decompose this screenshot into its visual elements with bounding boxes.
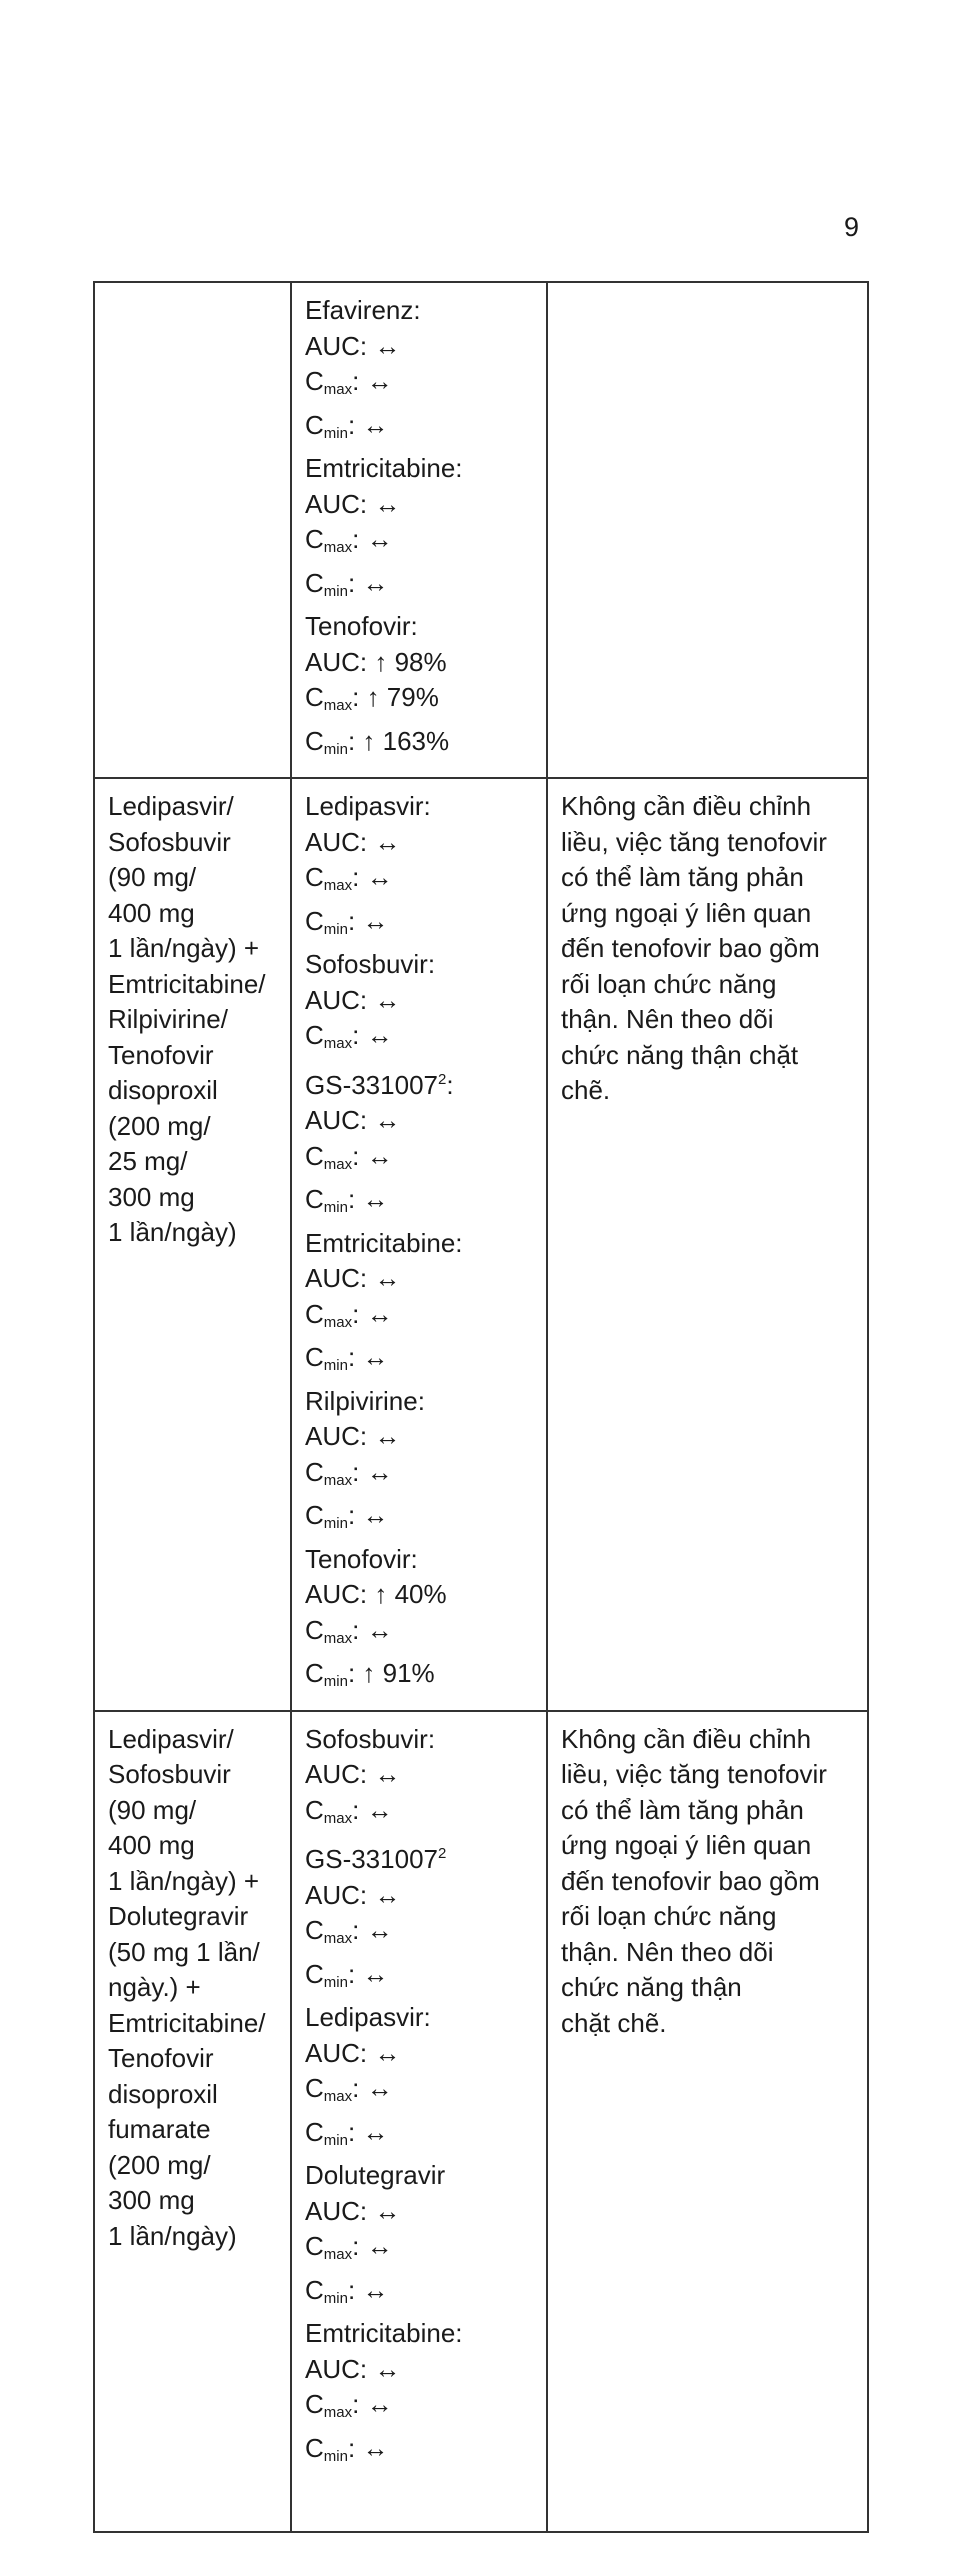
c-label: C bbox=[305, 1958, 324, 1989]
colon: : bbox=[347, 409, 363, 440]
drug-line: Sofosbuvir bbox=[108, 1759, 231, 1789]
drug-line: disoproxil bbox=[108, 2078, 218, 2109]
cmin-value: ↔ bbox=[362, 409, 389, 440]
colon: : bbox=[352, 2073, 367, 2103]
drug-line: Tenofovir bbox=[108, 1039, 214, 1070]
cmin-value: ↔ bbox=[362, 2432, 389, 2463]
colon: : bbox=[352, 682, 367, 712]
c-label: C bbox=[305, 2231, 324, 2261]
effect-line bbox=[305, 724, 536, 768]
cmax-subscript: max bbox=[323, 1809, 353, 1827]
auc-label: AUC: bbox=[305, 2353, 375, 2384]
c-label: C bbox=[305, 1342, 324, 1372]
c-label: C bbox=[305, 1184, 324, 1214]
cmin-value: ↔ bbox=[362, 1184, 389, 1214]
colon: : bbox=[347, 2432, 363, 2463]
effect-line bbox=[305, 825, 536, 861]
table-row bbox=[94, 1711, 868, 2532]
auc-label: AUC: bbox=[305, 826, 375, 857]
effect-line bbox=[305, 2273, 536, 2317]
drug-line: ngày.) + bbox=[108, 1972, 201, 2002]
drug-line: 1 lần/ngày) + bbox=[108, 1865, 260, 1896]
auc-value: ↔ bbox=[374, 2353, 401, 2384]
effect-line bbox=[305, 609, 536, 645]
c-label: C bbox=[305, 1140, 324, 1171]
effect-line bbox=[305, 1139, 536, 1183]
auc-value: ↔ bbox=[374, 488, 401, 519]
cmax-subscript: max bbox=[323, 1629, 353, 1647]
cmin-value: ↔ bbox=[362, 1342, 389, 1372]
effect-line bbox=[305, 1878, 536, 1914]
cmax-value: ↔ bbox=[366, 2073, 393, 2103]
drug-line: (200 mg/ bbox=[108, 1110, 211, 1141]
effect-line bbox=[305, 364, 536, 408]
drug-line: (90 mg/ bbox=[108, 1794, 197, 1825]
drug-line: 25 mg/ bbox=[108, 1146, 188, 1176]
c-label: C bbox=[305, 1614, 324, 1645]
cmin-subscript: min bbox=[323, 920, 348, 938]
cmax-value: ↔ bbox=[366, 1614, 393, 1645]
cmax-value: ↔ bbox=[366, 2389, 393, 2419]
colon: : bbox=[347, 725, 363, 756]
cmin-subscript: min bbox=[323, 1515, 348, 1532]
drug-line: Tenofovir bbox=[108, 2043, 214, 2073]
cmin-value: ↔ bbox=[362, 905, 389, 936]
colon: : bbox=[352, 1298, 367, 1329]
effect-line bbox=[305, 1018, 536, 1062]
effect-line bbox=[305, 983, 536, 1019]
recommendation-line: rối loạn chức năng bbox=[561, 1901, 777, 1931]
auc-label: AUC: bbox=[305, 1263, 375, 1293]
auc-label: AUC: bbox=[305, 1579, 375, 1609]
drug-line: (90 mg/ bbox=[108, 862, 197, 892]
cmax-subscript: max bbox=[323, 381, 353, 398]
colon: : bbox=[347, 1658, 363, 1688]
cmax-subscript: max bbox=[323, 1930, 353, 1947]
drug-line: Dolutegravir bbox=[108, 1901, 249, 1931]
cmin-subscript: min bbox=[323, 424, 348, 442]
cmax-subscript: max bbox=[323, 1155, 353, 1173]
cmax-subscript: max bbox=[323, 2088, 353, 2105]
drug-line: 400 mg bbox=[108, 897, 195, 928]
analyte-colon: : bbox=[446, 1069, 454, 1100]
effect-line bbox=[305, 2158, 536, 2194]
recommendation-line: chức năng thận chặt bbox=[561, 1039, 799, 1070]
drug-line: (200 mg/ bbox=[108, 2149, 211, 2180]
cmax-subscript: max bbox=[323, 1471, 353, 1489]
cmax-value: ↔ bbox=[366, 1140, 393, 1171]
effect-cell bbox=[291, 282, 547, 778]
drug-line: (50 mg 1 lần/ bbox=[108, 1936, 260, 1967]
recommendation-line: liều, việc tăng tenofovir bbox=[561, 826, 827, 857]
cmin-subscript: min bbox=[323, 740, 348, 758]
effect-line bbox=[305, 2229, 536, 2273]
drug-line: Sofosbuvir bbox=[108, 826, 231, 857]
cmax-value: ↔ bbox=[366, 1456, 393, 1487]
analyte-name: Ledipasvir: bbox=[305, 2002, 431, 2032]
c-label: C bbox=[305, 1456, 324, 1487]
footnote-ref: 2 bbox=[437, 1845, 447, 1862]
cmax-value: ↔ bbox=[366, 366, 393, 396]
colon: : bbox=[352, 1614, 367, 1645]
drug-line: Rilpivirine/ bbox=[108, 1004, 228, 1034]
cmax-subscript: max bbox=[323, 539, 353, 556]
drug-line: Ledipasvir/ bbox=[108, 791, 234, 821]
auc-value: ↔ bbox=[374, 1879, 401, 1910]
effect-line bbox=[305, 1757, 536, 1793]
recommendation-cell bbox=[547, 778, 868, 1711]
auc-value: ↔ bbox=[374, 330, 401, 361]
effect-line bbox=[305, 487, 536, 523]
auc-label: AUC: bbox=[305, 330, 375, 361]
effect-line bbox=[305, 451, 536, 487]
colon: : bbox=[352, 1020, 367, 1050]
recommendation-line: chức năng thận bbox=[561, 1972, 742, 2002]
c-label: C bbox=[305, 1020, 324, 1050]
effect-cell bbox=[291, 1711, 547, 2532]
cmin-subscript: min bbox=[323, 1199, 348, 1216]
cmax-value: ↔ bbox=[366, 524, 393, 554]
cmax-value: ↔ bbox=[366, 1298, 393, 1329]
effect-line bbox=[305, 1577, 536, 1613]
analyte-name: Emtricitabine: bbox=[305, 2318, 463, 2348]
c-label: C bbox=[305, 409, 324, 440]
analyte-name: Tenofovir: bbox=[305, 611, 418, 641]
analyte-name: Tenofovir: bbox=[305, 1543, 418, 1574]
effect-line bbox=[305, 2000, 536, 2036]
cmin-value: ↔ bbox=[362, 2274, 389, 2305]
drug-line: disoproxil bbox=[108, 1075, 218, 1105]
colon: : bbox=[347, 2116, 363, 2147]
cmin-value: ↔ bbox=[362, 2116, 389, 2147]
auc-label: AUC: bbox=[305, 984, 375, 1015]
colon: : bbox=[352, 1456, 367, 1487]
cmin-value: ↔ bbox=[362, 1958, 389, 1989]
effect-line bbox=[305, 1913, 536, 1957]
colon: : bbox=[352, 1140, 367, 1171]
c-label: C bbox=[305, 725, 324, 756]
auc-label: AUC: bbox=[305, 488, 375, 519]
effect-line bbox=[305, 2387, 536, 2431]
effect-line bbox=[305, 1542, 536, 1578]
effect-line bbox=[305, 1793, 536, 1837]
recommendation-line: ứng ngoại ý liên quan bbox=[561, 1830, 812, 1860]
c-label: C bbox=[305, 2389, 324, 2419]
effect-line bbox=[305, 1957, 536, 2001]
effect-line bbox=[305, 2071, 536, 2115]
analyte-name: GS-331007 bbox=[305, 1844, 438, 1874]
cmin-subscript: min bbox=[323, 1357, 348, 1374]
effect-line bbox=[305, 947, 536, 983]
colon: : bbox=[352, 366, 367, 396]
cmax-value: ↔ bbox=[366, 862, 393, 892]
drug-line: fumarate bbox=[108, 2114, 211, 2144]
effect-line bbox=[305, 1722, 536, 1758]
cmin-subscript: min bbox=[323, 2131, 348, 2149]
auc-value: ↔ bbox=[374, 1421, 401, 1451]
analyte-name: Emtricitabine: bbox=[305, 1227, 463, 1258]
effect-line bbox=[305, 1384, 536, 1420]
colon: : bbox=[347, 1342, 363, 1372]
cmax-subscript: max bbox=[323, 2404, 353, 2421]
cmin-subscript: min bbox=[323, 2447, 348, 2465]
c-label: C bbox=[305, 524, 324, 554]
effect-line bbox=[305, 2115, 536, 2159]
colon: : bbox=[347, 2274, 363, 2305]
effect-line bbox=[305, 408, 536, 452]
effect-line bbox=[305, 789, 536, 825]
effect-line bbox=[305, 329, 536, 365]
analyte-name: Efavirenz: bbox=[305, 295, 421, 325]
effect-line bbox=[305, 1182, 536, 1226]
recommendation-cell bbox=[547, 282, 868, 778]
recommendation-line: đến tenofovir bao gồm bbox=[561, 933, 820, 963]
cmax-value: ↔ bbox=[366, 1794, 393, 1825]
effect-line bbox=[305, 1656, 536, 1700]
colon: : bbox=[352, 2231, 367, 2261]
auc-label: AUC: bbox=[305, 2195, 375, 2226]
auc-label: AUC: bbox=[305, 1879, 375, 1910]
effect-line bbox=[305, 1455, 536, 1499]
auc-label: AUC: bbox=[305, 1105, 375, 1135]
cmin-value: ↔ bbox=[362, 567, 389, 598]
auc-value: ↔ bbox=[374, 1105, 401, 1135]
effect-line bbox=[305, 1419, 536, 1455]
analyte-name: Emtricitabine: bbox=[305, 453, 463, 483]
c-label: C bbox=[305, 2432, 324, 2463]
auc-label: AUC: bbox=[305, 646, 375, 677]
page-number: 9 bbox=[844, 212, 860, 242]
table-row bbox=[94, 282, 868, 778]
auc-label: AUC: bbox=[305, 1759, 375, 1789]
recommendation-line: chẽ. bbox=[561, 1075, 611, 1105]
effect-line bbox=[305, 1613, 536, 1657]
effect-line bbox=[305, 522, 536, 566]
drug-line: Ledipasvir/ bbox=[108, 1723, 234, 1754]
auc-value: ↔ bbox=[374, 1263, 401, 1293]
effect-line bbox=[305, 645, 536, 681]
recommendation-line: đến tenofovir bao gồm bbox=[561, 1865, 820, 1896]
c-label: C bbox=[305, 682, 324, 712]
effect-line bbox=[305, 293, 536, 329]
recommendation-cell bbox=[547, 1711, 868, 2532]
drug-cell bbox=[94, 1711, 291, 2532]
c-label: C bbox=[305, 862, 324, 892]
effect-line bbox=[305, 2194, 536, 2230]
cmin-value: ↑ 163% bbox=[362, 725, 450, 756]
colon: : bbox=[352, 862, 367, 892]
c-label: C bbox=[305, 1915, 324, 1945]
analyte-name: GS-331007 bbox=[305, 1069, 438, 1100]
interaction-table bbox=[93, 281, 869, 2533]
colon: : bbox=[347, 1500, 363, 1530]
colon: : bbox=[347, 1958, 363, 1989]
effect-line bbox=[305, 1498, 536, 1542]
c-label: C bbox=[305, 2073, 324, 2103]
cmin-value: ↔ bbox=[362, 1500, 389, 1530]
cmax-subscript: max bbox=[323, 697, 353, 714]
cmax-value: ↔ bbox=[366, 1020, 393, 1050]
effect-line bbox=[305, 860, 536, 904]
drug-line: 1 lần/ngày) bbox=[108, 1217, 237, 1247]
footnote-ref: 2 bbox=[437, 1070, 447, 1088]
cmax-value: ↔ bbox=[366, 1915, 393, 1945]
drug-cell bbox=[94, 282, 291, 778]
drug-line: 400 mg bbox=[108, 1830, 195, 1860]
effect-line bbox=[305, 2352, 536, 2388]
effect-line bbox=[305, 2316, 536, 2352]
drug-line: 300 mg bbox=[108, 2185, 195, 2215]
c-label: C bbox=[305, 2274, 324, 2305]
colon: : bbox=[347, 567, 363, 598]
analyte-name: Rilpivirine: bbox=[305, 1385, 425, 1416]
drug-cell bbox=[94, 778, 291, 1711]
auc-value: ↔ bbox=[374, 826, 401, 857]
effect-line bbox=[305, 566, 536, 610]
c-label: C bbox=[305, 567, 324, 598]
c-label: C bbox=[305, 366, 324, 396]
analyte-name: Sofosbuvir: bbox=[305, 949, 436, 979]
colon: : bbox=[352, 2389, 367, 2419]
c-label: C bbox=[305, 1500, 324, 1530]
auc-value: ↑ 98% bbox=[374, 646, 447, 677]
colon: : bbox=[347, 1184, 363, 1214]
cmax-value: ↔ bbox=[366, 2231, 393, 2261]
effect-line bbox=[305, 1261, 536, 1297]
cmin-value: ↑ 91% bbox=[362, 1658, 435, 1688]
effect-line bbox=[305, 2036, 536, 2072]
colon: : bbox=[352, 1794, 367, 1825]
recommendation-line: ứng ngoại ý liên quan bbox=[561, 897, 812, 928]
auc-label: AUC: bbox=[305, 2037, 375, 2068]
auc-label: AUC: bbox=[305, 1421, 375, 1451]
effect-line bbox=[305, 680, 536, 724]
auc-value: ↔ bbox=[374, 2037, 401, 2068]
recommendation-line: thận. Nên theo dõi bbox=[561, 1936, 774, 1967]
recommendation-line: Không cần điều chỉnh bbox=[561, 791, 812, 821]
table-row bbox=[94, 778, 868, 1711]
cmin-subscript: min bbox=[323, 2289, 348, 2307]
effect-line bbox=[305, 904, 536, 948]
cmax-subscript: max bbox=[323, 1035, 353, 1052]
recommendation-line: rối loạn chức năng bbox=[561, 968, 777, 999]
c-label: C bbox=[305, 2116, 324, 2147]
effect-line bbox=[305, 1103, 536, 1139]
colon: : bbox=[347, 905, 363, 936]
recommendation-line: thận. Nên theo dõi bbox=[561, 1004, 774, 1034]
effect-line bbox=[305, 1340, 536, 1384]
drug-line: Emtricitabine/ bbox=[108, 2007, 266, 2038]
recommendation-line: Không cần điều chỉnh bbox=[561, 1723, 812, 1754]
colon: : bbox=[352, 1915, 367, 1945]
analyte-name: Sofosbuvir: bbox=[305, 1723, 436, 1754]
cmin-subscript: min bbox=[323, 582, 348, 600]
cmax-subscript: max bbox=[323, 877, 353, 894]
effect-line bbox=[305, 1836, 536, 1878]
effect-line bbox=[305, 2431, 536, 2475]
recommendation-line: có thể làm tăng phản bbox=[561, 1794, 804, 1825]
analyte-name: Dolutegravir bbox=[305, 2160, 446, 2190]
effect-line bbox=[305, 1062, 536, 1104]
recommendation-line: liều, việc tăng tenofovir bbox=[561, 1759, 827, 1789]
colon: : bbox=[352, 524, 367, 554]
c-label: C bbox=[305, 1658, 324, 1688]
auc-value: ↔ bbox=[374, 1759, 401, 1789]
c-label: C bbox=[305, 1298, 324, 1329]
drug-line: 1 lần/ngày) bbox=[108, 2220, 237, 2251]
effect-line bbox=[305, 1226, 536, 1262]
auc-value: ↔ bbox=[374, 984, 401, 1015]
drug-line: Emtricitabine/ bbox=[108, 968, 266, 999]
cmax-subscript: max bbox=[323, 1313, 353, 1331]
analyte-name: Ledipasvir: bbox=[305, 791, 431, 821]
effect-line bbox=[305, 1297, 536, 1341]
cmax-subscript: max bbox=[323, 2246, 353, 2263]
c-label: C bbox=[305, 1794, 324, 1825]
drug-line: 1 lần/ngày) + bbox=[108, 933, 260, 963]
cmax-value: ↑ 79% bbox=[366, 682, 439, 712]
recommendation-line: có thể làm tăng phản bbox=[561, 862, 804, 892]
effect-cell bbox=[291, 778, 547, 1711]
c-label: C bbox=[305, 905, 324, 936]
recommendation-line: chặt chẽ. bbox=[561, 2007, 667, 2038]
cmin-subscript: min bbox=[323, 1973, 348, 1991]
auc-value: ↑ 40% bbox=[374, 1579, 447, 1609]
auc-value: ↔ bbox=[374, 2195, 401, 2226]
drug-line: 300 mg bbox=[108, 1181, 195, 1212]
cmin-subscript: min bbox=[323, 1673, 348, 1690]
